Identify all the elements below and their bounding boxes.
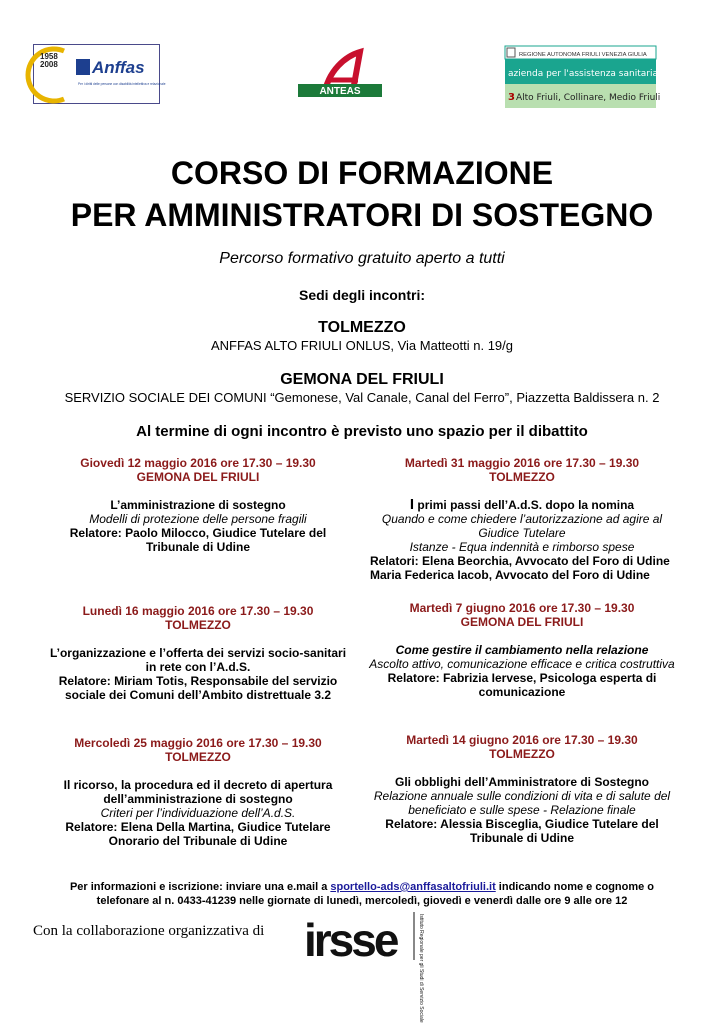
session-6	[366, 733, 678, 845]
asl-area: Alto Friuli, Collinare, Medio Friuli	[516, 93, 661, 103]
session-date: Lunedì 16 maggio 2016 ore 17.30 – 19.30	[82, 604, 314, 618]
irsse-name: irsse	[304, 914, 397, 966]
contact-pre: Per informazioni e iscrizione: inviare una e.mail a	[69, 881, 331, 893]
session-subtitle: Quando e come chiedere l’autorizzazione ad agire al	[381, 512, 663, 526]
session-topic-text: primi passi dell’A.d.S. dopo la nomina	[414, 498, 635, 512]
session-subtitle: Modelli di protezione delle persone fragili	[89, 512, 307, 526]
session-place: TOLMEZZO	[489, 470, 555, 484]
anffas-year-end: 2008	[40, 60, 58, 69]
asl-agency: azienda per l'assistenza sanitaria	[508, 69, 658, 79]
debate-note: Al termine di ogni incontro è previsto uno spazio per il dibattito	[136, 423, 588, 440]
asl-region: REGIONE AUTONOMA FRIULI VENEZIA GIULIA	[519, 52, 647, 58]
session-date: Giovedì 12 maggio 2016 ore 17.30 – 19.30	[80, 456, 316, 470]
session-speaker: Relatore: Miriam Totis, Responsabile del servizio	[58, 674, 338, 688]
session-topic-cont: dell’amministrazione di sostegno	[103, 792, 293, 806]
session-topic: Come gestire il cambiamento nella relazione	[395, 643, 649, 657]
session-topic	[366, 498, 678, 512]
session-speaker: Relatore: Paolo Milocco, Giudice Tutelare del	[69, 526, 327, 540]
asl-number: 3	[508, 92, 515, 103]
session-speaker: Relatori: Elena Beorchia, Avvocato del Foro di Udine	[370, 554, 670, 568]
subtitle: Percorso formativo gratuito aperto a tutti	[219, 250, 505, 267]
anteas-name: ANTEAS	[319, 86, 361, 97]
session-place: GEMONA DEL FRIULI	[460, 615, 584, 629]
session-speaker: Relatore: Fabrizia Iervese, Psicologa esperta di	[387, 671, 657, 685]
session-5	[40, 736, 356, 848]
session-topic-initial: I	[409, 496, 415, 513]
collaboration-text: Con la collaborazione organizzativa di	[33, 923, 265, 939]
anffas-name: Anffas	[92, 58, 145, 77]
session-4	[366, 601, 678, 699]
contact-post: indicando nome e cognome o	[495, 881, 655, 893]
session-3	[40, 604, 356, 702]
anffas-logo	[33, 44, 166, 104]
irsse-logo	[304, 910, 444, 1023]
email-link[interactable]: sportello-ads@anffasaltofriuli.it	[330, 881, 496, 893]
session-speaker-cont: Onorario del Tribunale di Udine	[108, 834, 288, 848]
session-subtitle-cont: beneficiato e sulle spese - Relazione finale	[408, 803, 636, 817]
anffas-year-start: 1958	[40, 52, 58, 61]
contact-info	[40, 880, 684, 908]
session-2	[366, 456, 678, 582]
session-speaker-cont: sociale dei Comuni dell’Ambito distrettuale 3.2	[64, 688, 332, 702]
session-speaker-cont: Maria Federica Iacob, Avvocato del Foro di Udine	[370, 568, 650, 582]
anffas-tagline: Per i diritti delle persone con disabilità intellettiva e relazionale	[78, 82, 166, 86]
venue-2-city: GEMONA DEL FRIULI	[280, 371, 444, 388]
session-date: Martedì 14 giugno 2016 ore 17.30 – 19.30	[406, 733, 638, 747]
session-speaker: Relatore: Elena Della Martina, Giudice Tutelare	[65, 820, 331, 834]
anteas-logo	[298, 50, 382, 108]
session-speaker-cont: comunicazione	[478, 685, 566, 699]
session-place: TOLMEZZO	[165, 618, 231, 632]
session-place: TOLMEZZO	[489, 747, 555, 761]
session-subtitle: Ascolto attivo, comunicazione efficace e critica costruttiva	[369, 657, 675, 671]
title-line-1: CORSO DI FORMAZIONE	[170, 155, 554, 191]
page-title	[0, 152, 724, 236]
session-topic: Il ricorso, la procedura ed il decreto di apertura	[63, 778, 333, 792]
title-line-2: PER AMMINISTRATORI DI SOSTEGNO	[70, 197, 654, 233]
session-speaker-cont: Tribunale di Udine	[469, 831, 574, 845]
venues-heading: Sedi degli incontri:	[298, 287, 425, 303]
session-1	[40, 456, 356, 554]
venue-1-address: ANFFAS ALTO FRIULI ONLUS, Via Matteotti n. 19/g	[210, 338, 513, 353]
session-place: TOLMEZZO	[165, 750, 231, 764]
contact-line-1	[40, 880, 684, 894]
session-date: Martedì 31 maggio 2016 ore 17.30 – 19.30	[404, 456, 640, 470]
venue-2-address: SERVIZIO SOCIALE DEI COMUNI “Gemonese, Val Canale, Canal del Ferro”, Piazzetta Baldissera n. 2	[64, 390, 660, 405]
contact-line-2: telefonare al n. 0433-41239 nelle giornate di lunedì, mercoledì, giovedì e venerdì dalle ore 9 alle ore 12	[96, 895, 628, 907]
session-speaker-cont: Tribunale di Udine	[145, 540, 250, 554]
session-subtitle-2: Istanze - Equa indennità e rimborso spese	[409, 540, 635, 554]
session-speaker: Relatore: Alessia Bisceglia, Giudice Tutelare del	[385, 817, 659, 831]
session-topic: Gli obblighi dell’Amministratore di Sostegno	[394, 775, 649, 789]
session-subtitle: Criteri per l’individuazione dell’A.d.S.	[100, 806, 296, 820]
session-date: Mercoledì 25 maggio 2016 ore 17.30 – 19.30	[74, 736, 322, 750]
session-topic: L’organizzazione e l’offerta dei servizi socio-sanitari	[49, 646, 347, 660]
asl-logo	[505, 46, 661, 108]
session-place: GEMONA DEL FRIULI	[136, 470, 260, 484]
irsse-side-text: Istituto Regionale per gli Studi di Servizio Sociale	[418, 914, 424, 1023]
session-topic-cont: in rete con l’A.d.S.	[145, 660, 251, 674]
venue-1-city: TOLMEZZO	[318, 319, 406, 336]
session-subtitle-cont: Giudice Tutelare	[478, 526, 566, 540]
session-topic: L’amministrazione di sostegno	[110, 498, 286, 512]
session-subtitle: Relazione annuale sulle condizioni di vita e di salute del	[373, 789, 671, 803]
session-date: Martedì 7 giugno 2016 ore 17.30 – 19.30	[409, 601, 635, 615]
